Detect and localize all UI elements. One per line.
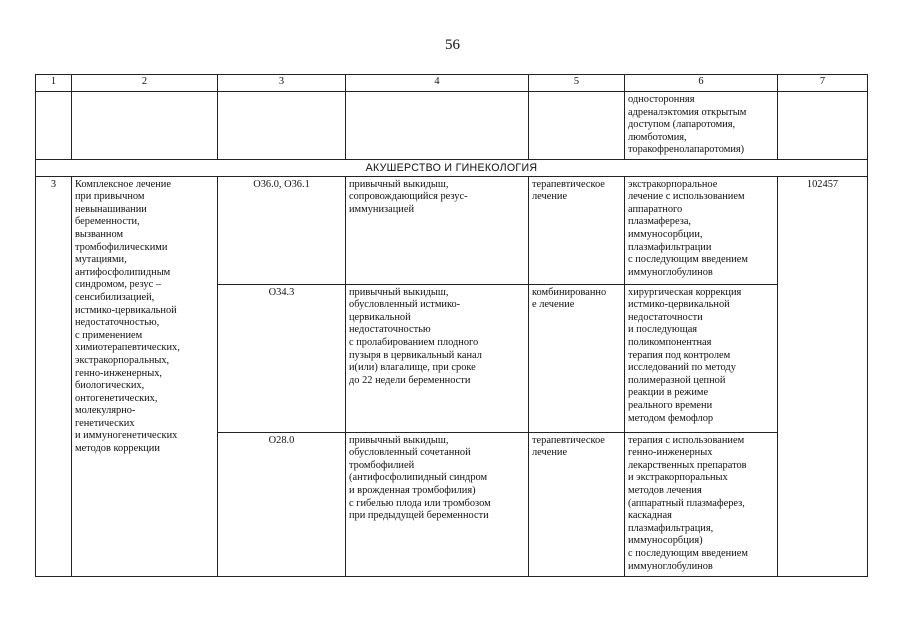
icd-code-cell: O28.0	[218, 432, 346, 576]
section-title: АКУШЕРСТВО И ГИНЕКОЛОГИЯ	[36, 160, 868, 177]
table-row	[36, 176, 868, 284]
table-cell	[778, 92, 868, 160]
column-header: 4	[346, 75, 529, 92]
table-row-continuation	[36, 92, 868, 160]
table-cell	[72, 92, 218, 160]
treatment-type-cell: терапевтическое лечение	[529, 176, 625, 284]
medical-care-table	[35, 74, 868, 577]
table-cell	[218, 92, 346, 160]
treatment-method-cell: терапия с использованием генно-инженерных лекарственных препаратов и экстракорпоральных методов лечения (аппаратный плазмаферез, каскадная плазмафильтрация, иммуносорбция) с последующим введением иммуноглобулинов	[625, 432, 778, 576]
section-row	[36, 160, 868, 177]
column-number-header	[36, 75, 868, 92]
column-header: 6	[625, 75, 778, 92]
treatment-type-cell: комбинированно е лечение	[529, 284, 625, 432]
column-header: 5	[529, 75, 625, 92]
table-cell	[529, 92, 625, 160]
group-number-cell: 3	[36, 176, 72, 576]
column-header: 2	[72, 75, 218, 92]
column-header: 7	[778, 75, 868, 92]
icd-code-cell: O34.3	[218, 284, 346, 432]
treatment-method-cell: односторонняя адреналэктомия открытым доступом (лапаротомия, люмботомия, торакофренолапаротомия)	[625, 92, 778, 160]
patient-model-cell: привычный выкидыш, сопровождающийся резус- иммунизацией	[346, 176, 529, 284]
page-number: 56	[445, 37, 460, 53]
treatment-type-cell: терапевтическое лечение	[529, 432, 625, 576]
column-header: 1	[36, 75, 72, 92]
group-name-cell: Комплексное лечение при привычном невынашивании беременности, вызванном тромбофилическими мутациями, антифосфолипидным синдромом, резус – сенсибилизацией, истмико-цервикальной недостаточностью, с применением химиотерапевтических, экстракорпоральных, генно-инженерных, биологических, онтогенетических, молекулярно- генетических и иммуногенетических методов коррекции	[72, 176, 218, 576]
patient-model-cell: привычный выкидыш, обусловленный сочетанной тромбофилией (антифосфолипидный синдром и врожденная тромбофилия) с гибелью плода или тромбозом при предыдущей беременности	[346, 432, 529, 576]
cost-norm-cell: 102457	[778, 176, 868, 576]
treatment-method-cell: хирургическая коррекция истмико-цервикальной недостаточности и последующая поликомпонентная терапия под контролем исследований по методу полимеразной цепной реакции в режиме реального времени методом фемофлор	[625, 284, 778, 432]
table-cell	[36, 92, 72, 160]
patient-model-cell: привычный выкидыш, обусловленный истмико- цервикальной недостаточностью с пролабированием плодного пузыря в цервикальный канал и(или) влагалище, при сроке до 22 недели беременности	[346, 284, 529, 432]
icd-code-cell: O36.0, O36.1	[218, 176, 346, 284]
treatment-method-cell: экстракорпоральное лечение с использованием аппаратного плазмафереза, иммуносорбции, плазмафильтрации с последующим введением иммуноглобулинов	[625, 176, 778, 284]
table-cell	[346, 92, 529, 160]
column-header: 3	[218, 75, 346, 92]
